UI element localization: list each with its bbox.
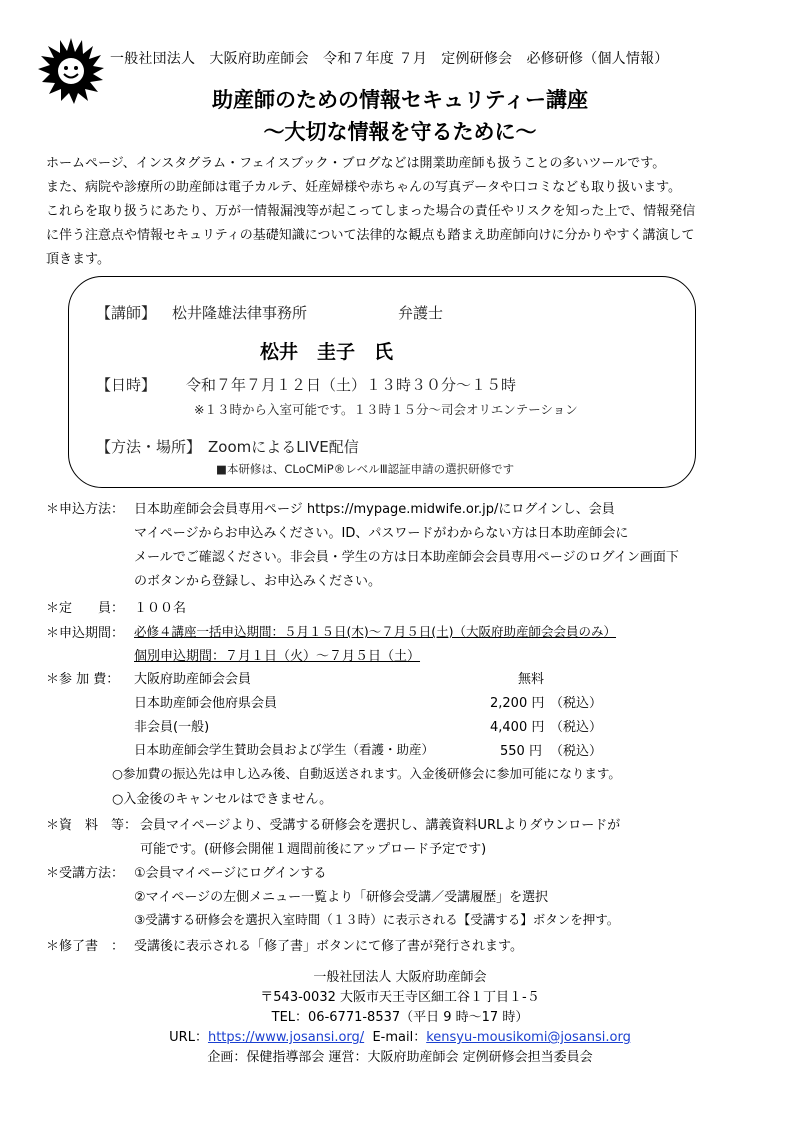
intro-line: また、病院や診療所の助産師は電子カルテ、妊産婦様や赤ちゃんの写真データや口コミなども取り扱います。 (46, 180, 682, 195)
intro-line: に伴う注意点や情報セキュリティの基礎知識について法律的な観点も踏まえ助産師向けに分かりやすく講演して (46, 228, 695, 243)
footer-tel: TEL：06-6771-8537（平日 9 時～17 時） (271, 1010, 529, 1025)
fee-label: ＊参 加 費： (46, 672, 120, 687)
cert-value: 受講後に表示される「修了書」ボタンにて修了書が発行されます。 (134, 939, 523, 954)
lecturer-label: 【講師】 (96, 304, 157, 322)
fee-price: 2,200 円 (490, 696, 545, 711)
capacity-value: １００名 (134, 601, 187, 616)
cert-note: ■本研修は、CLoCMiP®レベルⅢ認証申請の選択研修です (216, 462, 515, 476)
intro-line: これらを取り扱うにあたり、万が一情報漏洩等が起こってしまった場合の責任やリスクを知った上で、情報発信 (46, 204, 696, 219)
intro-line: 頂きます。 (46, 252, 110, 267)
footer-address: 〒543-0032 大阪市天王寺区細工谷１丁目１-５ (260, 990, 540, 1005)
date-note: ※１３時から入室可能です。１３時１５分～司会オリエンテーション (194, 402, 578, 417)
material-label: ＊資 料 等： (46, 818, 138, 833)
attend-step: ③受講する研修会を選択入室時間（１３時）に表示される【受講する】ボタンを押す。 (134, 912, 620, 927)
apply-label: ＊申込方法： (46, 502, 125, 517)
cert-label: ＊修了書 ： (46, 939, 125, 954)
attend-label: ＊受講方法： (46, 866, 125, 881)
header-line: 一般社団法人 大阪府助産師会 令和７年度 ７月 定例研修会 必修研修（個人情報） (110, 51, 669, 67)
apply-line: 日本助産師会会員専用ページ https://mypage.midwife.or.jp/にログインし、会員 (134, 502, 615, 517)
fee-name: 大阪府助産師会会員 (134, 672, 252, 687)
fee-price: 550 円 (500, 744, 542, 759)
fee-price: 4,400 円 (490, 720, 545, 735)
method-value: ZoomによるLIVE配信 (208, 438, 359, 456)
fee-name: 日本助産師会他府県会員 (134, 696, 278, 711)
capacity-label: ＊定 員： (46, 601, 125, 616)
method-label: 【方法・場所】 (96, 438, 202, 456)
intro-line: ホームページ、インスタグラム・フェイスブック・ブログなどは開業助産師も扱うことの多いツールです。 (46, 156, 666, 171)
attend-step: ②マイページの左側メニュー一覧より「研修会受講／受講履歴」を選択 (134, 890, 549, 905)
email-link[interactable]: kensyu-mousikomi@josansi.org (426, 1030, 631, 1045)
apply-line: のボタンから登録し、お申込みください。 (134, 574, 382, 589)
attend-step: ①会員マイページにログインする (134, 866, 327, 881)
date-label: 【日時】 (96, 376, 157, 394)
fee-tax: （税込） (550, 696, 603, 711)
material-line: 可能です。(研修会開催１週間前後にアップロード予定です) (140, 842, 487, 857)
footer-org: 一般社団法人 大阪府助産師会 (313, 970, 487, 985)
email-label: E-mail： (372, 1030, 427, 1045)
period-label: ＊申込期間： (46, 626, 125, 641)
footer-contact (0, 1026, 800, 1045)
website-link[interactable]: https://www.josansi.org/ (207, 1030, 365, 1045)
period-bundle: 必修４講座一括申込期間：５月１５日(木)～７月５日(土)（大阪府助産師会会員のみ） (134, 624, 617, 639)
material-line: 会員マイページより、受講する研修会を選択し、講義資料URLよりダウンロードが (140, 818, 621, 833)
fee-tax: （税込） (550, 720, 603, 735)
period-single: 個別申込期間：７月１日（火）～７月５日（土） (134, 649, 421, 664)
lecturer-org: 松井隆雄法律事務所 (172, 304, 308, 322)
apply-line: マイページからお申込みください。ID、パスワードがわからない方は日本助産師会に (134, 526, 629, 541)
page-title: 助産師のための情報セキュリティー講座 (212, 88, 588, 112)
footer-sponsor: 企画：保健指導部会 運営：大阪府助産師会 定例研修会担当委員会 (207, 1050, 593, 1065)
lecturer-role: 弁護士 (398, 304, 444, 322)
intro-paragraph (46, 152, 766, 272)
fee-price: 無料 (518, 672, 545, 687)
apply-line: メールでご確認ください。非会員・学生の方は日本助産師会会員専用ページのログイン画面下 (134, 550, 679, 565)
fee-name: 日本助産師会学生賛助会員および学生（看護・助産） (134, 742, 435, 757)
page-subtitle: ～大切な情報を守るために～ (263, 120, 537, 144)
lecturer-name: 松井 圭子 氏 (260, 341, 394, 363)
fee-note: ○入金後のキャンセルはできません。 (112, 792, 333, 807)
url-label: URL： (169, 1030, 208, 1045)
date-value: 令和７年７月１２日（土）１３時３０分～１５時 (186, 376, 517, 394)
fee-name: 非会員(一般) (134, 720, 210, 735)
fee-tax: （税込） (550, 744, 603, 759)
fee-note: ○参加費の振込先は申し込み後、自動返送されます。入金後研修会に参加可能になります。 (112, 766, 621, 781)
